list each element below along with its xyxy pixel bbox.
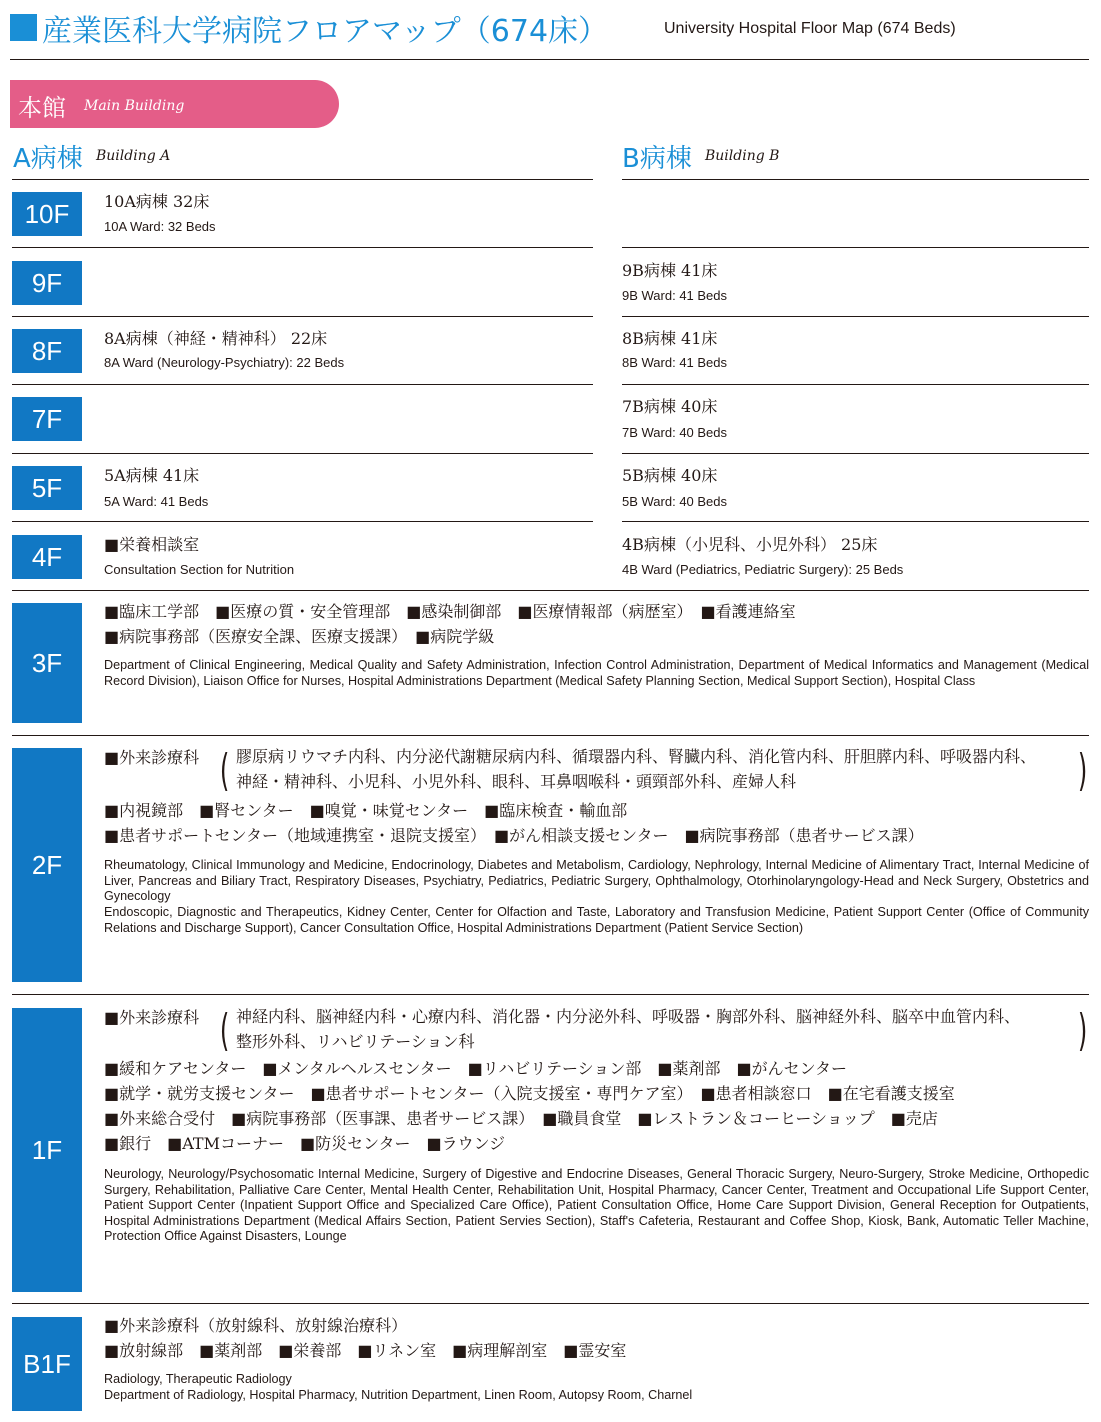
building-b-label-en: Building B bbox=[705, 148, 780, 164]
divider bbox=[12, 453, 593, 454]
floor-b1f-english-1: Radiology, Therapeutic Radiology bbox=[104, 1372, 292, 1386]
building-b-label: B病棟 bbox=[622, 144, 692, 174]
floor-1f-english: Neurology, Neurology/Psychosomatic Internal Medicine, Surgery of Digestive and Endocrine Diseases, General Thoracic Surgery, Neuro-Surgery, Stroke Medicine, Orthopedic Surgery, Rehabilitation, Palliative Care Center, Mental Health Center, Rehabilitation Unit, Hospital Pharmacy, Cancer Center, Treatment and Occupational Life Support Center, Patient Support Center (Inpatient Support Office and Specialized Care Office), Patient Consultation Office, Home Care Support Division, General Reception for Outpatients, Hospital Administrations Department (Medical Affairs Section, Patient Servies Section), Staff's Cafeteria, Restaurant and Coffee Shop, Kiosk, Bank, Automatic Teller Machine, Protection Office Against Disasters, Lounge bbox=[104, 1167, 1089, 1243]
floor-2f-outpatient-label: ■外来診療科 bbox=[104, 748, 200, 767]
divider bbox=[12, 590, 1089, 591]
divider bbox=[622, 247, 1089, 248]
ward-7b-jp: 7B病棟 40床 bbox=[622, 397, 718, 416]
divider bbox=[622, 316, 1089, 317]
ward-10a-en: 10A Ward: 32 Beds bbox=[104, 219, 216, 234]
main-building-label-en: Main Building bbox=[84, 98, 185, 114]
building-a-label: A病棟 bbox=[13, 144, 83, 174]
close-bracket-icon: ) bbox=[1077, 1005, 1088, 1056]
ward-10a-jp: 10A病棟 32床 bbox=[104, 192, 210, 211]
floor-badge-7f: 7F bbox=[12, 397, 82, 441]
floor-badge-2f: 2F bbox=[12, 748, 82, 982]
divider bbox=[12, 735, 1089, 736]
page-title: 産業医科大学病院フロアマップ（674床） bbox=[42, 14, 609, 49]
divider bbox=[622, 179, 1089, 180]
floor-badge-1f: 1F bbox=[12, 1008, 82, 1292]
floor-badge-3f: 3F bbox=[12, 603, 82, 723]
divider bbox=[622, 453, 1089, 454]
nutrition-consultation-jp: ■栄養相談室 bbox=[104, 535, 200, 554]
floor-b1f-departments: ■放射線部 ■薬剤部 ■栄養部 ■リネン室 ■病理解剖室 ■霊安室 bbox=[104, 1341, 627, 1360]
ward-8b-en: 8B Ward: 41 Beds bbox=[622, 355, 728, 370]
floor-1f-outpatient-label: ■外来診療科 bbox=[104, 1008, 200, 1027]
floor-1f-departments-line4: ■就学・就労支援センター ■患者サポートセンター（入院支援室・専門ケア室） ■患者相談窓口 ■在宅看護支援室 bbox=[104, 1084, 955, 1103]
floor-badge-5f: 5F bbox=[12, 466, 82, 510]
floor-3f-departments-line2: ■病院事務部（医療安全課、医療支援課） ■病院学級 bbox=[104, 627, 495, 646]
floor-badge-10f: 10F bbox=[12, 192, 82, 236]
ward-7b-en: 7B Ward: 40 Beds bbox=[622, 425, 728, 440]
divider bbox=[12, 1303, 1089, 1304]
title-divider bbox=[10, 59, 1089, 60]
floor-2f-outpatient-line1: 膠原病リウマチ内科、内分泌代謝糖尿病内科、循環器内科、腎臓内科、消化管内科、肝胆膵内科、呼吸器内科、 bbox=[236, 747, 1037, 766]
floor-b1f-outpatient: ■外来診療科（放射線科、放射線治療科） bbox=[104, 1316, 408, 1335]
floor-3f-english: Department of Clinical Engineering, Medical Quality and Safety Administration, Infection Control Administration, Department of Medical Informatics and Management (Medical Record Division), Liaison Office for Nurses, Hospital Administrations Department (Medical Safety Planning Section, Medical Support Section), Hospital Class bbox=[104, 658, 1089, 688]
ward-5b-jp: 5B病棟 40床 bbox=[622, 466, 718, 485]
divider bbox=[12, 316, 593, 317]
ward-5a-jp: 5A病棟 41床 bbox=[104, 466, 200, 485]
divider bbox=[12, 179, 593, 180]
divider bbox=[12, 247, 593, 248]
floor-2f-departments-line4: ■患者サポートセンター（地域連携室・退院支援室） ■がん相談支援センター ■病院事務部（患者サービス課） bbox=[104, 826, 924, 845]
divider bbox=[12, 521, 593, 522]
floor-1f-outpatient-line1: 神経内科、脳神経内科・心療内科、消化器・内分泌外科、呼吸器・胸部外科、脳神経外科、脳卒中血管内科、 bbox=[236, 1007, 1021, 1026]
main-building-label: 本館 bbox=[18, 94, 66, 122]
ward-4b-jp: 4B病棟（小児科、小児外科） 25床 bbox=[622, 535, 878, 554]
open-bracket-icon: ( bbox=[219, 1005, 230, 1056]
ward-5a-en: 5A Ward: 41 Beds bbox=[104, 494, 209, 509]
divider bbox=[12, 384, 593, 385]
floor-1f-departments-line3: ■緩和ケアセンター ■メンタルヘルスセンター ■リハビリテーション部 ■薬剤部 ■がんセンター bbox=[104, 1059, 847, 1078]
floor-badge-4f: 4F bbox=[12, 535, 82, 579]
page-title-en: University Hospital Floor Map (674 Beds) bbox=[664, 20, 956, 37]
ward-8a-en: 8A Ward (Neurology-Psychiatry): 22 Beds bbox=[104, 355, 345, 370]
floor-badge-9f: 9F bbox=[12, 261, 82, 305]
ward-5b-en: 5B Ward: 40 Beds bbox=[622, 494, 728, 509]
floor-1f-departments-line6: ■銀行 ■ATMコーナー ■防災センター ■ラウンジ bbox=[104, 1134, 506, 1153]
ward-4b-en: 4B Ward (Pediatrics, Pediatric Surgery): 25 Beds bbox=[622, 562, 904, 577]
floor-b1f-english-2: Department of Radiology, Hospital Pharmacy, Nutrition Department, Linen Room, Autopsy Room, Charnel bbox=[104, 1388, 693, 1402]
floor-3f-departments-line1: ■臨床工学部 ■医療の質・安全管理部 ■感染制御部 ■医療情報部（病歴室） ■看護連絡室 bbox=[104, 602, 796, 621]
divider bbox=[622, 521, 1089, 522]
ward-8b-jp: 8B病棟 41床 bbox=[622, 329, 718, 348]
floor-1f-outpatient-line2: 整形外科、リハビリテーション科 bbox=[236, 1032, 475, 1051]
divider bbox=[12, 994, 1089, 995]
floor-2f-english-1: Rheumatology, Clinical Immunology and Medicine, Endocrinology, Diabetes and Metabolism, Cardiology, Nephrology, Internal Medicine of Alimentary Tract, Internal Medicine of Liver, Pancreas and Biliary Tract, Respiratory Diseases, Psychiatry, Pediatrics, Pediatric Surgery, Ophthalmology, Otorhinolaryngology-Head and Neck Surgery, Obstetrics and Gynecology bbox=[104, 858, 1089, 903]
floor-badge-b1f: B1F bbox=[12, 1317, 82, 1411]
floor-2f-departments-line3: ■内視鏡部 ■腎センター ■嗅覚・味覚センター ■臨床検査・輸血部 bbox=[104, 801, 628, 820]
nutrition-consultation-en: Consultation Section for Nutrition bbox=[104, 562, 295, 577]
floor-2f-english-2: Endoscopic, Diagnostic and Therapeutics, Kidney Center, Center for Olfaction and Taste, Laboratory and Transfusion Medicine, Patient Support Center (Office of Community Relations and Discharge Support), Cancer Consultation Office, Hospital Administrations Department (Patient Service Section) bbox=[104, 905, 1089, 935]
floor-2f-outpatient-line2: 神経・精神科、小児科、小児外科、眼科、耳鼻咽喉科・頭頸部外科、産婦人科 bbox=[236, 772, 797, 791]
ward-9b-jp: 9B病棟 41床 bbox=[622, 261, 718, 280]
open-bracket-icon: ( bbox=[219, 745, 230, 796]
ward-8a-jp: 8A病棟（神経・精神科） 22床 bbox=[104, 329, 328, 348]
close-bracket-icon: ) bbox=[1077, 745, 1088, 796]
floor-1f-departments-line5: ■外来総合受付 ■病院事務部（医事課、患者サービス課） ■職員食堂 ■レストラン＆コーヒーショップ ■売店 bbox=[104, 1109, 938, 1128]
floor-badge-8f: 8F bbox=[12, 329, 82, 373]
title-square-icon bbox=[10, 14, 37, 41]
building-a-label-en: Building A bbox=[96, 148, 171, 164]
ward-9b-en: 9B Ward: 41 Beds bbox=[622, 288, 728, 303]
divider bbox=[622, 384, 1089, 385]
